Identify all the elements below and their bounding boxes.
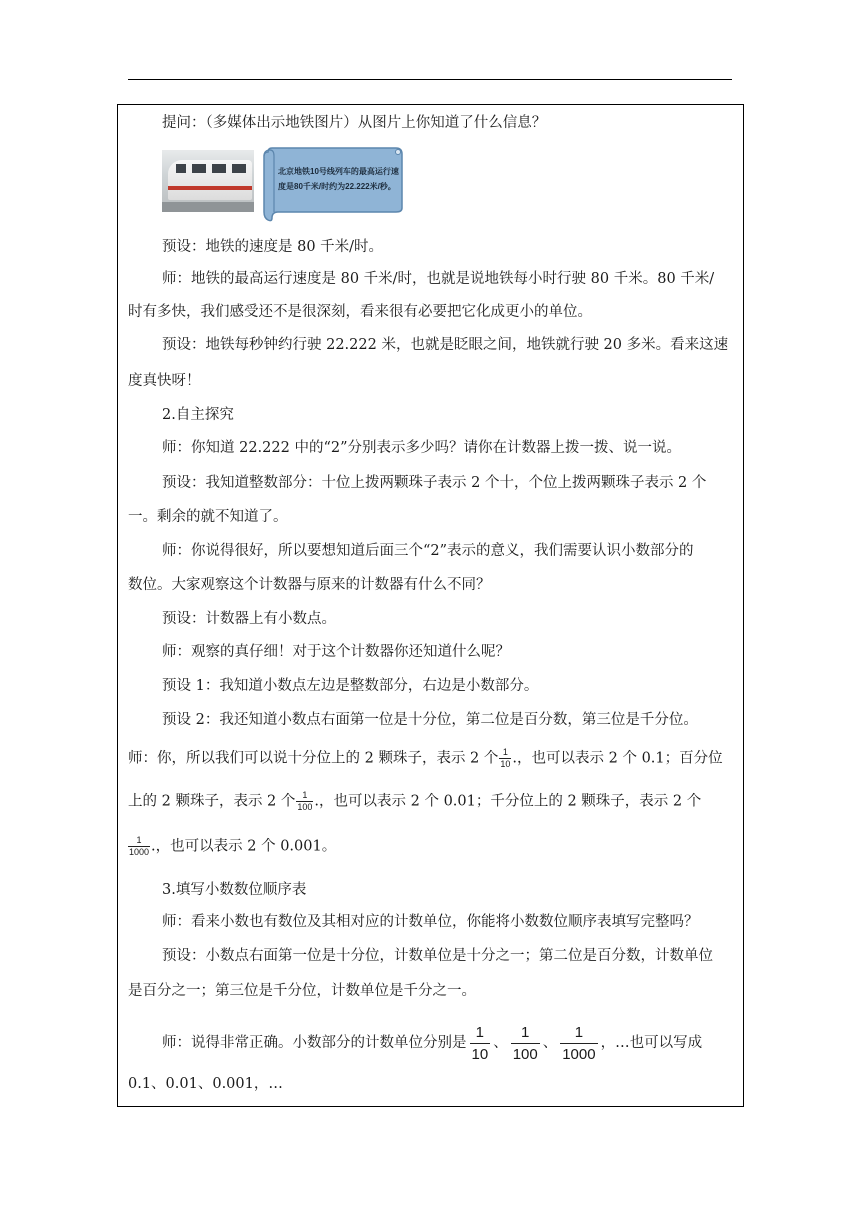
subway-train-image <box>162 150 254 212</box>
text-line: 师：你知道 22.222 中的“2”分别表示多少吗？请你在计数器上拨一拨、说一说。 <box>162 440 682 456</box>
text-line: 预设：地铁的速度是 80 千米/时。 <box>162 239 384 255</box>
section-heading: 2.自主探究 <box>162 407 234 423</box>
text-line: 数位。大家观察这个计数器与原来的计数器有什么不同？ <box>128 577 491 593</box>
text-line: 时有多快，我们感受还不是很深刻，看来很有必要把它化成更小的单位。 <box>128 304 592 320</box>
text-line: 是百分之一；第三位是千分位，计数单位是千分之一。 <box>128 983 476 999</box>
question-line: 提问：（多媒体出示地铁图片）从图片上你知道了什么信息？ <box>162 115 547 131</box>
fraction-line: 师：你，所以我们可以说十分位上的 2 颗珠子，表示 2 个 $\frac{1}{10}$ .，也可以表示 2 个 0.1；百分位 <box>128 747 723 769</box>
section-heading: 3.填写小数数位顺序表 <box>162 882 307 898</box>
text-line: 师：观察的真仔细！对于这个计数器你还知道什么呢？ <box>162 644 510 660</box>
fraction-line: $\frac{1}{1000}$ .，也可以表示 2 个 0.001。 <box>129 835 337 857</box>
text-line: 预设：地铁每秒钟约行驶 22.222 米，也就是眨眼之间，地铁就行驶 20 多米。看来这速 <box>162 337 729 353</box>
fraction-one-tenth: $\frac{1}{10}$ <box>500 747 511 769</box>
text-line: 0.1、0.01、0.001，… <box>128 1076 283 1092</box>
text-line: 预设：小数点右面第一位是十分位，计数单位是十分之一；第二位是百分数，计数单位 <box>162 948 713 964</box>
fraction-1-1000: $\frac{1}{1000}$ <box>562 1023 596 1063</box>
scroll-banner-text: 北京地铁10号线列车的最高运行速度是80千米/时约为22.222米/秒。 <box>278 167 399 191</box>
text-line: 预设：计数器上有小数点。 <box>162 611 336 627</box>
text-line: 师：你说得很好，所以要想知道后面三个“2”表示的意义，我们需要认识小数部分的 <box>162 543 694 559</box>
text-line: 预设：我知道整数部分：十位上拨两颗珠子表示 2 个十，个位上拨两颗珠子表示 2 个 <box>162 475 707 491</box>
text-line: 师：看来小数也有数位及其相对应的计数单位，你能将小数数位顺序表填写完整吗？ <box>162 914 699 930</box>
header-rule <box>128 79 732 80</box>
units-line: 师：说得非常正确。小数部分的计数单位分别是 $\frac{1}{10}$ 、 $\frac{1}{100}$ 、 $\frac{1}{1000}$ ，…也可以写成 <box>162 1023 703 1063</box>
text-line: 预设 2：我还知道小数点右面第一位是十分位，第二位是百分数，第三位是千分位。 <box>162 712 698 728</box>
fraction-line: 上的 2 颗珠子，表示 2 个 $\frac{1}{100}$ .，也可以表示 2 个 0.01；千分位上的 2 颗珠子，表示 2 个 <box>128 790 702 812</box>
text-line: 一。剩余的就不知道了。 <box>128 509 288 525</box>
fraction-one-thousandth: $\frac{1}{1000}$ <box>129 835 150 857</box>
text-line: 师：地铁的最高运行速度是 80 千米/时，也就是说地铁每小时行驶 80 千米。80 千米/ <box>162 271 715 287</box>
text-line: 度真快呀！ <box>128 373 201 389</box>
text-line: 预设 1：我知道小数点左边是整数部分，右边是小数部分。 <box>162 678 539 694</box>
fraction-one-hundredth: $\frac{1}{100}$ <box>297 790 313 812</box>
fraction-1-10: $\frac{1}{10}$ <box>471 1023 489 1063</box>
fraction-1-100: $\frac{1}{100}$ <box>512 1023 538 1063</box>
